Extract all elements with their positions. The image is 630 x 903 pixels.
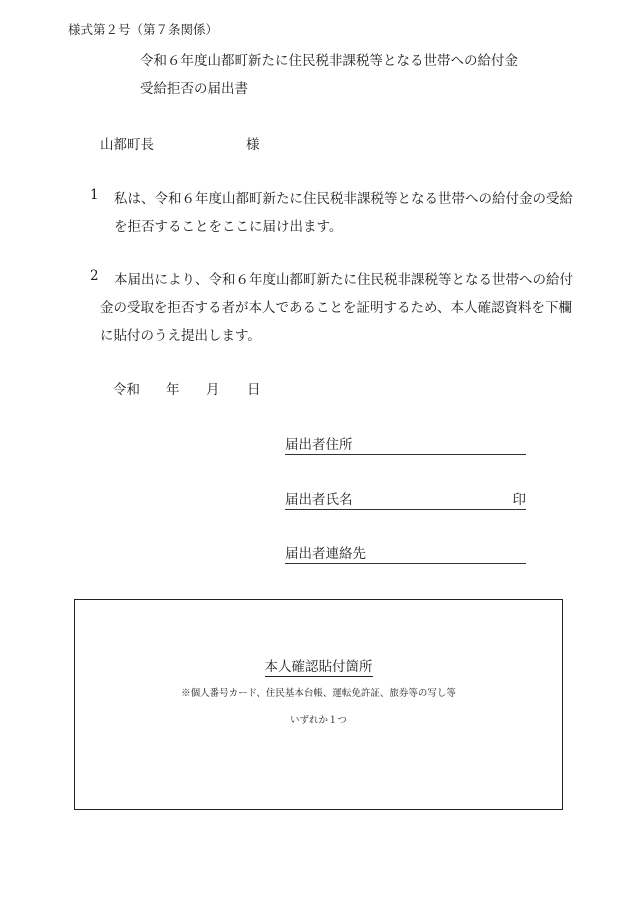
name-field[interactable] <box>285 487 526 510</box>
title-line-1: 令和６年度山都町新たに住民税非課税等となる世帯への給付金 <box>140 53 518 69</box>
seal-mark: 印 <box>512 492 526 508</box>
id-box-title: 本人確認貼付箇所 <box>264 659 373 675</box>
clause-1-line-1: 私は、令和６年度山都町新たに住民税非課税等となる世帯への給付金の受給 <box>114 191 573 207</box>
clause-2-line-3: に貼付のうえ提出します。 <box>100 328 261 344</box>
clause-1-number: 1 <box>90 187 99 203</box>
addressee-name: 山都町長 <box>100 137 154 153</box>
id-box-note: ※個人番号カード、住民基本台帳、運転免許証、旅券等の写し等 <box>181 688 456 699</box>
contact-field[interactable] <box>285 541 526 564</box>
contact-label: 届出者連絡先 <box>285 546 366 562</box>
name-label: 届出者氏名 <box>285 492 353 508</box>
date-era: 令和 <box>113 382 140 398</box>
clause-2-line-2: 金の受取を拒否する者が本人であることを証明するため、本人確認資料を下欄 <box>100 300 572 316</box>
id-attachment-box <box>74 599 563 810</box>
title-line-2: 受給拒否の届出書 <box>140 81 248 97</box>
id-box-note-2: いずれか１つ <box>289 715 347 726</box>
date-day: 日 <box>247 382 261 398</box>
clause-2-number: 2 <box>90 268 99 284</box>
date-year: 年 <box>166 382 180 398</box>
addressee-honorific: 様 <box>246 137 260 153</box>
date-month: 月 <box>206 382 220 398</box>
address-field[interactable] <box>285 432 526 455</box>
clause-1-line-2: を拒否することをここに届け出ます。 <box>114 219 343 235</box>
address-label: 届出者住所 <box>285 437 353 453</box>
form-number: 様式第２号（第７条関係） <box>68 22 219 37</box>
clause-2-line-1: 本届出により、令和６年度山都町新たに住民税非課税等となる世帯への給付 <box>114 272 573 288</box>
